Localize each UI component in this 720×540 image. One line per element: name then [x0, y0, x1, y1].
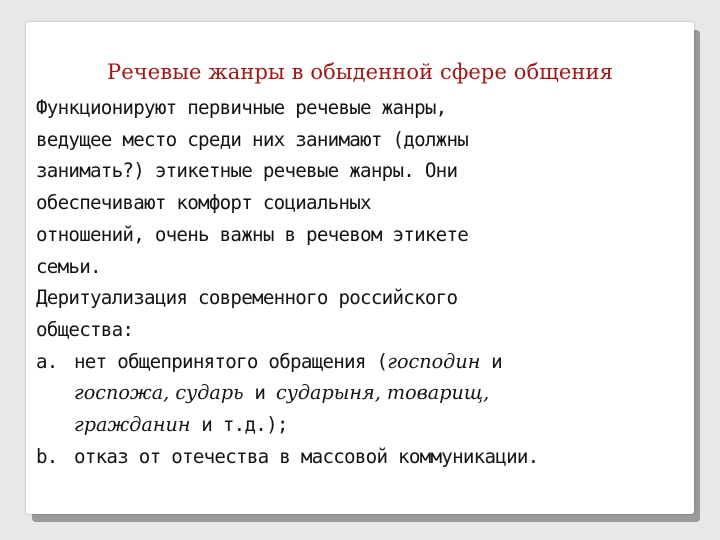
slide-title: Речевые жанры в обыденной сфере общения	[107, 60, 613, 84]
paragraph-line: семьи.	[36, 254, 101, 278]
list-text: отказ от отечества в массовой коммуникации.	[74, 444, 539, 468]
list-text-italic: сударыня, товарищ,	[275, 381, 490, 405]
list-text-italic: господин	[387, 349, 481, 373]
list-item-a-continuation	[36, 377, 688, 409]
list-text: нет общепринятого обращения (	[74, 349, 388, 373]
slide-body	[36, 92, 688, 472]
slide	[26, 22, 694, 514]
paragraph-line: занимать?) этикетные речевые жанры. Они	[36, 159, 458, 183]
list-text-italic: гражданин	[74, 413, 191, 437]
list-item-a	[36, 346, 688, 378]
list-marker: b.	[36, 444, 58, 468]
paragraph-line: ведущее место среди них занимают (должны	[36, 127, 469, 151]
list-item-a-continuation	[36, 409, 688, 441]
list-item-b	[36, 441, 688, 473]
paragraph-line: Функционируют первичные речевые жанры,	[36, 96, 447, 119]
list-marker: a.	[36, 349, 58, 373]
list-text-italic: госпожа, сударь	[74, 381, 244, 405]
list-text: и т.д.);	[190, 413, 288, 437]
paragraph-line: отношений, очень важны в речевом этикете	[36, 222, 469, 246]
paragraph-line: Деритуализация современного российского	[36, 286, 458, 310]
list-text: и	[480, 349, 502, 373]
paragraph-line: обеспечивают комфорт социальных	[36, 191, 371, 215]
list-text: и	[243, 381, 276, 405]
paragraph-line: общества:	[36, 317, 134, 341]
